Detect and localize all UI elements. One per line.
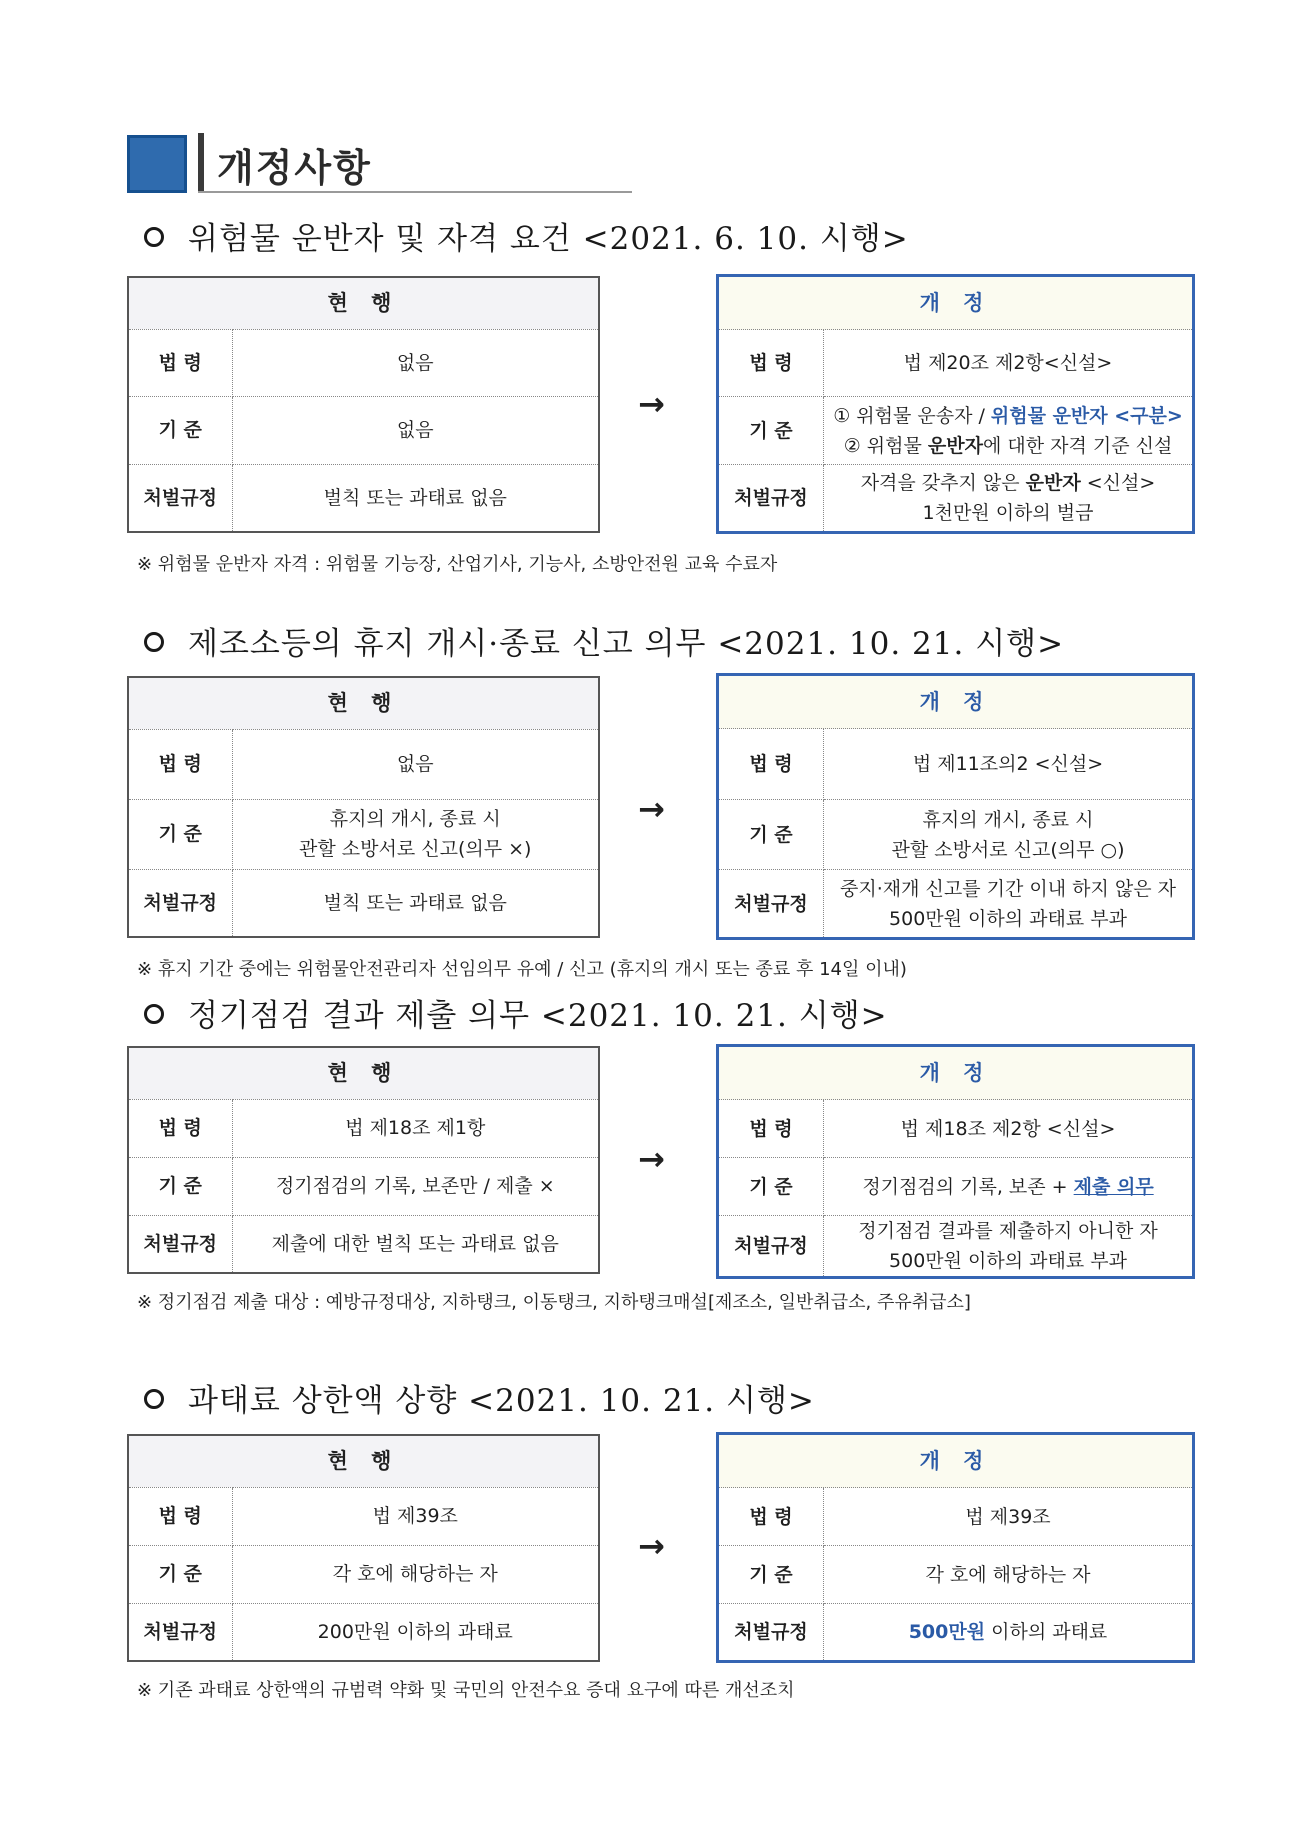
revised-standard: 각 호에 해당하는 자 [824,1546,1194,1604]
text-span: <신설> [1080,472,1156,494]
circle-bullet-icon [144,1004,164,1024]
standard-label: 기 준 [718,800,824,870]
text-span: 이하의 과태료 [985,1621,1108,1643]
highlight-text: 제출 의무 [1073,1175,1154,1198]
law-label: 법 령 [718,1100,824,1158]
revised-header: 개 정 [718,675,1194,729]
right-arrow-icon: → [638,1527,665,1565]
revised-standard-line-2 [830,431,1186,461]
penalty-label: 처벌규정 [718,1604,824,1662]
standard-label: 기 준 [128,396,232,464]
current-standard: 정기점검의 기록, 보존만 / 제출 × [232,1157,599,1215]
section-3-title [144,990,888,1035]
text-span: 정기점검의 기록, 보존 + [862,1175,1074,1198]
section-2-title-text: 제조소등의 휴지 개시·종료 신고 의무 <2021. 10. 21. 시행> [188,626,1065,662]
current-penalty: 벌칙 또는 과태료 없음 [232,464,599,532]
current-header: 현 행 [128,1435,599,1487]
header-square-icon [127,135,187,193]
page-header [127,133,632,193]
current-header: 현 행 [128,277,599,329]
revised-law: 법 제18조 제2항 <신설> [824,1100,1194,1158]
circle-bullet-icon [144,227,164,247]
law-label: 법 령 [718,1488,824,1546]
standard-label: 기 준 [718,397,824,465]
revised-penalty [824,870,1194,939]
revised-header: 개 정 [718,276,1194,330]
penalty-label: 처벌규정 [718,1216,824,1278]
bold-text: 운반자 [1025,472,1081,494]
standard-label: 기 준 [128,1545,232,1603]
revised-law: 법 제39조 [824,1488,1194,1546]
highlight-text: 500만원 [908,1621,986,1643]
current-standard-line-1: 휴지의 개시, 종료 시 [329,808,501,830]
section-2-title [144,618,1064,663]
section-2-current-table [127,676,600,938]
section-3-note: ※ 정기점검 제출 대상 : 예방규정대상, 지하탱크, 이동탱크, 지하탱크매설[제조소, 일반취급소, 주유취급소] [137,1292,971,1313]
section-4-note: ※ 기존 과태료 상한액의 규범력 약화 및 국민의 안전수요 증대 요구에 따른 개선조치 [137,1680,795,1701]
standard-label: 기 준 [128,799,232,869]
revised-penalty-line-2: 1천만원 이하의 벌금 [922,502,1094,524]
section-1-title [144,213,909,258]
revised-penalty-line-2: 500만원 이하의 과태료 부과 [889,907,1127,930]
section-4-title [144,1375,815,1420]
section-1-note: ※ 위험물 운반자 자격 : 위험물 기능장, 산업기사, 기능사, 소방안전원 교육 수료자 [137,554,778,575]
revised-penalty [824,1216,1194,1278]
section-1-current-table [127,276,600,533]
text-span: ② 위험물 [843,434,928,457]
law-label: 법 령 [128,1487,232,1545]
current-penalty: 제출에 대한 벌칙 또는 과태료 없음 [232,1215,599,1273]
revised-penalty-line-1: 중지·재개 신고를 기간 이내 하지 않은 자 [840,877,1176,900]
section-3-title-text: 정기점검 결과 제출 의무 <2021. 10. 21. 시행> [188,998,888,1034]
revised-standard-line-1: 휴지의 개시, 종료 시 [922,808,1094,831]
penalty-label: 처벌규정 [128,464,232,532]
current-penalty: 벌칙 또는 과태료 없음 [232,869,599,937]
current-standard [232,799,599,869]
penalty-label: 처벌규정 [718,465,824,533]
standard-label: 기 준 [128,1157,232,1215]
revised-standard-line-2: 관할 소방서로 신고(의무 ○) [891,838,1125,861]
law-label: 법 령 [128,329,232,396]
current-standard: 각 호에 해당하는 자 [232,1545,599,1603]
section-1-revised-table [716,274,1195,534]
penalty-label: 처벌규정 [128,1215,232,1273]
circle-bullet-icon [144,1389,164,1409]
text-span: ① 위험물 운송자 / [833,404,991,427]
right-arrow-icon: → [638,385,665,423]
section-4-title-text: 과태료 상한액 상향 <2021. 10. 21. 시행> [188,1383,815,1419]
text-span: 에 대한 자격 기준 신설 [982,434,1173,457]
revised-penalty-line-1 [830,468,1186,498]
law-label: 법 령 [128,729,232,799]
section-4-current-table [127,1434,600,1662]
section-2-note: ※ 휴지 기간 중에는 위험물안전관리자 선임의무 유예 / 신고 (휴지의 개시 또는 종료 후 14일 이내) [137,959,907,980]
current-law: 법 제39조 [232,1487,599,1545]
revised-penalty-line-2: 500만원 이하의 과태료 부과 [889,1250,1127,1272]
revised-law: 법 제11조의2 <신설> [824,729,1194,800]
revised-header: 개 정 [718,1046,1194,1100]
highlight-text: 위험물 운반자 <구분> [990,404,1183,427]
law-label: 법 령 [718,729,824,800]
law-label: 법 령 [128,1099,232,1157]
current-law: 없음 [232,329,599,396]
section-3-revised-table [716,1044,1195,1279]
page-title: 개정사항 [217,146,372,190]
revised-penalty-line-1: 정기점검 결과를 제출하지 아니한 자 [858,1220,1158,1242]
current-header: 현 행 [128,677,599,729]
right-arrow-icon: → [638,790,665,828]
section-4-revised-table [716,1432,1195,1663]
circle-bullet-icon [144,632,164,652]
current-penalty: 200만원 이하의 과태료 [232,1603,599,1661]
section-1-title-text: 위험물 운반자 및 자격 요건 <2021. 6. 10. 시행> [188,221,909,257]
current-law: 없음 [232,729,599,799]
revised-standard [824,1158,1194,1216]
section-2-revised-table [716,673,1195,940]
right-arrow-icon: → [638,1140,665,1178]
current-header: 현 행 [128,1047,599,1099]
penalty-label: 처벌규정 [128,1603,232,1661]
header-divider [198,133,204,193]
penalty-label: 처벌규정 [718,870,824,939]
revised-penalty [824,1604,1194,1662]
law-label: 법 령 [718,330,824,397]
section-3-current-table [127,1046,600,1274]
header-underline [198,191,632,193]
revised-header: 개 정 [718,1434,1194,1488]
revised-law: 법 제20조 제2항<신설> [824,330,1194,397]
current-standard-line-2: 관할 소방서로 신고(의무 ×) [299,838,532,860]
bold-text: 운반자 [927,434,983,457]
revised-standard [824,800,1194,870]
standard-label: 기 준 [718,1158,824,1216]
standard-label: 기 준 [718,1546,824,1604]
current-standard: 없음 [232,396,599,464]
revised-penalty [824,465,1194,533]
penalty-label: 처벌규정 [128,869,232,937]
revised-standard [824,397,1194,465]
text-span: 자격을 갖추지 않은 [860,472,1026,494]
revised-standard-line-1 [830,401,1186,431]
current-law: 법 제18조 제1항 [232,1099,599,1157]
